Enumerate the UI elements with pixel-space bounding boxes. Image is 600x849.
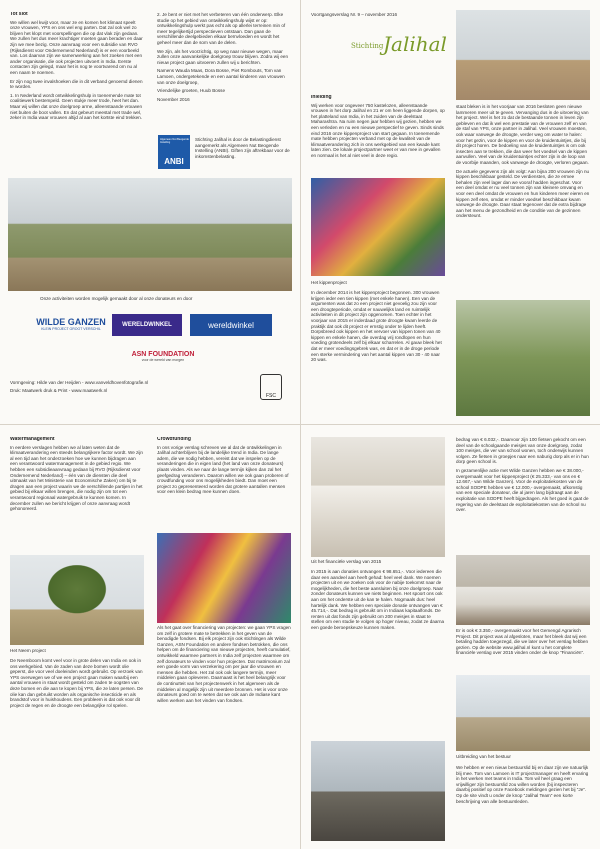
colophon-line-2: Druk: Maatwerk druk & Print - www.maatwerk.nl — [10, 388, 108, 393]
panel-bottom-right — [301, 425, 600, 849]
heading-crowdfunding: Crowdfunding — [157, 437, 191, 442]
colophon-line-1: Vormgeving: Hilde van der Heijden - www.vanveldhovenfotografie.nl — [10, 380, 149, 385]
logo-asn-foundation — [126, 344, 200, 368]
column-kippen — [311, 290, 445, 418]
issue-header: Voortgangsverslag Nr. 9 – november 2016 — [311, 12, 398, 17]
logo-wereldwinkel-1 — [112, 314, 182, 336]
financieel-caption: Uit het financiële verslag van 2015 — [311, 559, 382, 564]
paragraph: 2. Je bent er niet met het verbeteren van één onderwerp. Elke studie op het gebied van ontwikkelingshulp wijst er op: ontwikkelingshulp werkt pas echt als op allerlei terreinen min of meer tegelijkertijd perspectieven ontstaan. Dan gaan de verschillende deelgebieden elkaar beïnvloeden en wordt het geheel meer dan de som van de delen. — [157, 12, 286, 45]
fold-line-horizontal — [0, 424, 600, 425]
logo-sub: KLEIN PROJECT GROOT VERSCHIL — [41, 327, 101, 331]
paragraph: In eerdere verslagen hebben we al laten weten dat de klimaatverandering een steeds belangrijkere factor wordt. We zijn al een tijd aan het onderzoeken hoe we kunnen bijdragen aan een verantwoord watermanagement in de gebied regio. We hebben een subsidieaanvraag gedaan bij RVO (Rijksdienst voor Ondernemend Nederland) – één van de diensten die deel uitmaakt van het Ministerie van Economische Zaken) om bij te dragen aan een project waarin we de verschillende partijen in het gebied bij elkaar willen brengen, die nodig zijn om tot een verantwoord regionaal watergebruik te kunnen komen. In december zullen we bericht krijgen of onze aanvraag wordt gehonoreerd. — [10, 444, 143, 512]
paragraph: We hebben er een nieuw bestuurslid bij en daar zijn we natuurlijk blij mee. Tom van Lamoen is IT projectmanager en heeft ervaring in het werken met teams in India. Tom wil heel graag een vrijwilliger zijn bestuurslid zou willen worden (bij inspecteren daarbij positief op onze Facebook meldingen gezien het bij "Je". Op de site vindt u onder de knop "Jalihal Team" een korte beschrijving van alle bestuursleden. — [456, 765, 589, 804]
paragraph: Als het gaat over financiering van projecten: we gaan YPS vragen om zelf in grotere mate te betrekken in het geven van de benodigde fondsen. Bij elk project zijn ook stichtingen als Wilde Ganzen, ASN Foundation en andere fondsen betrokken, die ons helpen om de financiering van nieuwe projecten, heeft cumulatief, ontwikkeld waarmee partners in India zelf projecten waarmee om zelf donateurs te vinden voor hun projecten. Dat matrimonium zal een goede vorm van verzekering om per jaar die vrouwen en mensen die hebben. Het zal ook ook langere termijn, meer middelen gaan opleveren. Daarnaast is het heel belangrijk voor de continuïteit van het projectenwerk in het algemeen als de middelen al mogelijk zijn uit meerdere bronnen. Het is voor onze donateurs goed om te weten dat we ook aan de Indiase kant willen werken aan het vinden van fondsen. — [157, 625, 291, 703]
panel-bottom-left — [0, 425, 300, 849]
column-watermanagement — [10, 437, 144, 557]
fsc-logo: FSC — [260, 374, 282, 400]
column-b — [157, 12, 291, 132]
column-far-right — [456, 437, 590, 565]
photo-water-pots — [456, 555, 590, 625]
photo-women-group — [157, 533, 291, 623]
photo-water-containers — [8, 178, 292, 291]
paragraph: Vriendelijke groeten, Huub Bosse — [157, 88, 226, 94]
column-far-right-2 — [456, 628, 590, 678]
paragraph: bedrag van € 6.032,-. Daarvoor zijn 100 fietsen gekocht om een deel van de schoolgaande meisjes van onze doelgroep, zodat 100 meisjes, die ver van school wonen, toch onderwijs kunnen volgen. Ze fietsen in groepjes naar een naburig dorp als er in hun dorp geen school is. — [456, 437, 589, 465]
heading-tot-slot: Tot slot — [10, 12, 28, 17]
logo-name: WILDE GANZEN — [36, 317, 106, 327]
column-bestuur — [456, 765, 590, 843]
column-inleiding — [311, 95, 445, 180]
heading-watermanagement: Watermanagement — [10, 437, 55, 442]
heading-inleiding: Inleiding — [311, 95, 332, 100]
logo-sub: voor de wereld van morgen — [141, 357, 185, 362]
bestuur-caption: Uitbreiding van het bestuur — [456, 754, 511, 759]
column-crowdfunding-2 — [157, 625, 291, 843]
photo-herb-garden — [456, 300, 590, 416]
brand-name-main: Jalihal — [383, 32, 447, 56]
column-financieel — [311, 569, 445, 739]
photo-storage — [311, 437, 445, 557]
photo-girls-bicycles — [311, 741, 445, 841]
logo-name: wereldwinkel — [208, 320, 254, 330]
neem-caption: Het Neem project — [10, 648, 46, 653]
brand-name-top: Stichting — [351, 42, 384, 50]
paragraph: In ons vorige verslag schreven we al dat de ontwikkelingen in Jalihal achterblijven bij de landelijke trend in India. De lange adem, die we nodig hebben, vereist dat we inspelen op de veranderingen die in eigen land (het land van onze donateurs) plaats vinden. Als we naar de lange termijn kijken dan zal het geefgedrag veranderen. Daarom willen we ook gaan proberen of crowdfunding voor ons mogelijkheden biedt. Dan moet een project zo gepresenteerd worden dat grotere aantallen mensen voor een klein bedrag mee kunnen doen. — [157, 444, 289, 495]
photo-village-hut — [456, 10, 590, 100]
photo-neem-tree — [10, 555, 144, 645]
paragraph: In gezamenlijke actie met Wilde Ganzen hebben we € 38.000,- overgemaakt voor het kippenproject (€ 25.333,- van ons en € 12.667,- van Wilde Ganzen). Voor de exploitatiekosten van de school SODPE hebben we € 12.000,- overgemaakt, afkomstig van een speciale donateur, die al jaren lang bijdraagt aan de exploitatie van SODPE heeft bijgedragen. Als het goed is gaat de regering van de deelstaat de exploitatiekosten van de school nu over. — [456, 467, 589, 513]
paragraph: Wij werken voor ongeveer 750 kastelozen, alleenstaande vrouwen in het dorp Jalihal en 21 er om heen liggende dorpen, op het platteland van India, in het zuiden van de deelstaat Maharashtra. Na ruim negen jaar hebben wij gezien, hebben we een verleden en nu een nieuwe perspectief te geven. Sinds sinds eind 2016 onze kippenproject van start gegaan. In toenemende mate hebben projecten verband met op de kwaliteit van de klimaatverandering zich in ons werkgebied van een kwade kant laten zien. De lokale projectpartner weet er van mee in gevallen en normaal is het al niet veel in deze regio. — [311, 102, 445, 158]
paragraph: Er zijn nog twee invalshoeken die in dit verband genoemd dienen te worden. — [10, 78, 143, 90]
photo-bicycle-cart — [456, 675, 590, 751]
logo-name: ASN FOUNDATION — [131, 350, 195, 358]
anbi-small: Algemeen Nut Beogende Instelling — [160, 138, 189, 144]
paragraph: 1. In Nederland wordt ontwikkelingshulp in toenemende mate tot coalitiewerk bestempeld. Geen stukje meer trode, heet het dan. Maar wij willen dat onze doelgroep arme, alleenstaande vrouwen niet buiten de boot vallen. En dat gebeurt meestal met trade wel, zeker in India waar vrouwen altijd al aan het kortste eind trekken. — [10, 92, 143, 121]
paragraph: We zijn, als het voorzichtig, op weg naar nieuwe wegen, maar zullen onze aanvankelijke doelgroep trouw blijven. Zodra wij een nieuw project gaan uitvoeren zullen wij u berichten. — [157, 48, 289, 65]
logo-name: WERELDWINKEL — [122, 322, 172, 328]
paragraph: We willen wel kwijt voor, maar ze en komen het klimaat speelt onze vrouwen, YPS en ons wel eng parten. Dat zal ook wel zo blijven het klopt met voorspellingen die op dat vlak zijn gedaan. We zullen het dus meer krachtiger moeten gaan beraden en daar zijn we mee bezig. Onze aanvraag voor een subsidie van RVO (Rijksdienst voor Ondernemend Nederland) is er een voorbeeld van. Los daarvan zijn we samenwerking aan het zoeken met een ander organisatie, die ook projecten uitvoert in India. Eerste contacten zijn gelegd, maar het is nog te voortvarend om nu al een naam te noemen. — [10, 19, 143, 75]
paragraph: In december 2014 is het kippenproject begonnen. 300 vrouwen krijgen ieder een tien kippen (met enkele hanen). Een van de argumenten was dat zo een project niet gevoelig zou zijn voor een droogteperiode, omdat er nauwelijks land en ruimtelijk activiteiten in dit project zijn opgenomen. Toen echter in het voorjaar van 2015 er inderdaad grote droogte kwam leerde de praktijk dat ook dit project er ernstig onder te lijden heeft. Dorpsbreed ook kippen en het vervoer van kippen tonen van 40 kippen en enkele hanen, die overdag vrij rondlopen en hun voeding grotendeels zelf bij elkaar scharrelen. Al gauw bleek het dat er meer voedingsgebrek was, en dat er in de droge periode een sterke vermindering van het aantal kippen van 30 - 40 naar 20 was. — [311, 290, 442, 363]
logo-wereldwinkel-2 — [190, 314, 272, 336]
photo-women-meeting — [311, 178, 445, 276]
brand-logo — [351, 28, 447, 68]
paragraph: November 2016 — [157, 96, 190, 102]
kippen-caption: Het kippenproject — [311, 280, 347, 285]
paragraph: De Neemboom komt veel voor in grote delen van India en ook in ons werkgebied. Van de zaden van deze bomen wordt olie geperst, die voor veel doeleinden wordt gebruikt. Op verzoek van YPS overwegen we of we een project gaan maken waarbij een aantal vrouwen in staat wordt gesteld om zaden te oogsten van deze bomen en die aan te kopen bij YPS, die ze laten persen. De olie kan dan gebruikt worden als organische insecticide en als brandstof voor in huishoudens. Een probleem is dat ook voor dit project de regen en de droogte een belangrijke rol spelen. — [10, 658, 143, 708]
paragraph: staat bleken is in het voorjaar van 2016 besloten geen nieuwe lammeren meer uit te geven. Vervanging dus in de uitvoering van het project. Wel is het zo dat de bestaande tonnen in leven zijn gebleven en dat ik wel een prestatie van de vrouwen zelf en van de staf van YPS, onze partner in Jalihal. Veel vrouwen moesten, ook waar vanwege de droogte, verder weg om water te halen: voor het gezin, voor de kippen en voor de kruidentuintjes, die bij dit project horen. De bedoeling van de kruidentuintjes is om ook insecten aan te trekken, die dan weer het voedsel van de kippen aanvullen. Veel van de kruidentuintjes echter zijn in de loop van de voorbije maanden, ook vanwege de droogte, verloren gegaan. — [456, 104, 589, 165]
anbi-text: Stichting Jalihal is door de Belastingdienst aangemerkt als Algemeen Nut Beogende Instelling (ANBI). Giften zijn aftrekbaar voor de inkomstenbelasting. — [195, 137, 290, 159]
anbi-logo-text: ANBI — [164, 157, 184, 166]
paragraph: De actuele gegevens zijn als volgt: Aan bijna 200 vrouwen zijn nu kippen beschikbaar gesteld. De verdiensten, die ze ermee behalen zijn veel lager dan we vooraf hadden ingeschat. Voor een deel omdat er nu veel tonnen zijn van kleinere omvang en voor een deel omdat de vrouwen en hun kinderen meer eieren en kippen zelf eten, omdat er minder voedsel beschikbaar kwam vanwege de droogte. Daar staat tegenover dat de extra bijdrage aan het menu de gezondheid en de conditie van de gezinnen ondersteunt. — [456, 168, 590, 219]
paragraph: In 2015 is aan donaties ontvangen € 98.651,-. Voor iedereen die daar een aandeel aan heeft gehad: heel veel dank. We noemen projecten uit en we zoeken ook voor de nabije toekomst naar de mogelijkheden, die het beste aansluiten bij onze doelgroep. Naar zonder donateurs kunnen we niets beginnen. Het spoort ons ook aan om het onderste uit de kan te halen. Nogmaals dus: heel hartelijk dank. We hebben een speciale donatie ontvangen van € 45.714,-. Dat bedrag is gebruikt om in Indiaas kapitaalfonds. De renten uit dat fonds zijn gebruikt om 200 meisjes in staat te stellen om een studie te volgen op hoger niveau, zodat ze daarna een goede beroepskeuze kunnen maken. — [311, 569, 445, 630]
column-neem — [10, 658, 144, 843]
paragraph: Er is ook € 3.350,- overgemaakt voor het Gemengd Agrarisch Project. Dit project was al afgesloten, maar het bleek dat wij een betaling hadden toegezegd, die we later over het verslag hebben gezien. Op de website www.jalihal.nl kunt u het complete financiële verslag over 2015 vinden onder de knop "Financiën". — [456, 628, 589, 656]
donors-caption: Onze activiteiten worden mogelijk gemaakt door al onze donateurs en door — [40, 296, 193, 301]
logo-wilde-ganzen — [28, 310, 114, 338]
column-right — [456, 104, 590, 300]
paragraph: Namens Wauda Maas, Dora Bosse, Piet Rombouts, Tom van Lamoen, ondergetekende en een aantal kinderen van vrouwen van onze doelgroep, — [157, 68, 285, 85]
column-tot-slot — [10, 12, 144, 202]
panel-top-left — [0, 0, 300, 424]
panel-top-right — [301, 0, 600, 424]
